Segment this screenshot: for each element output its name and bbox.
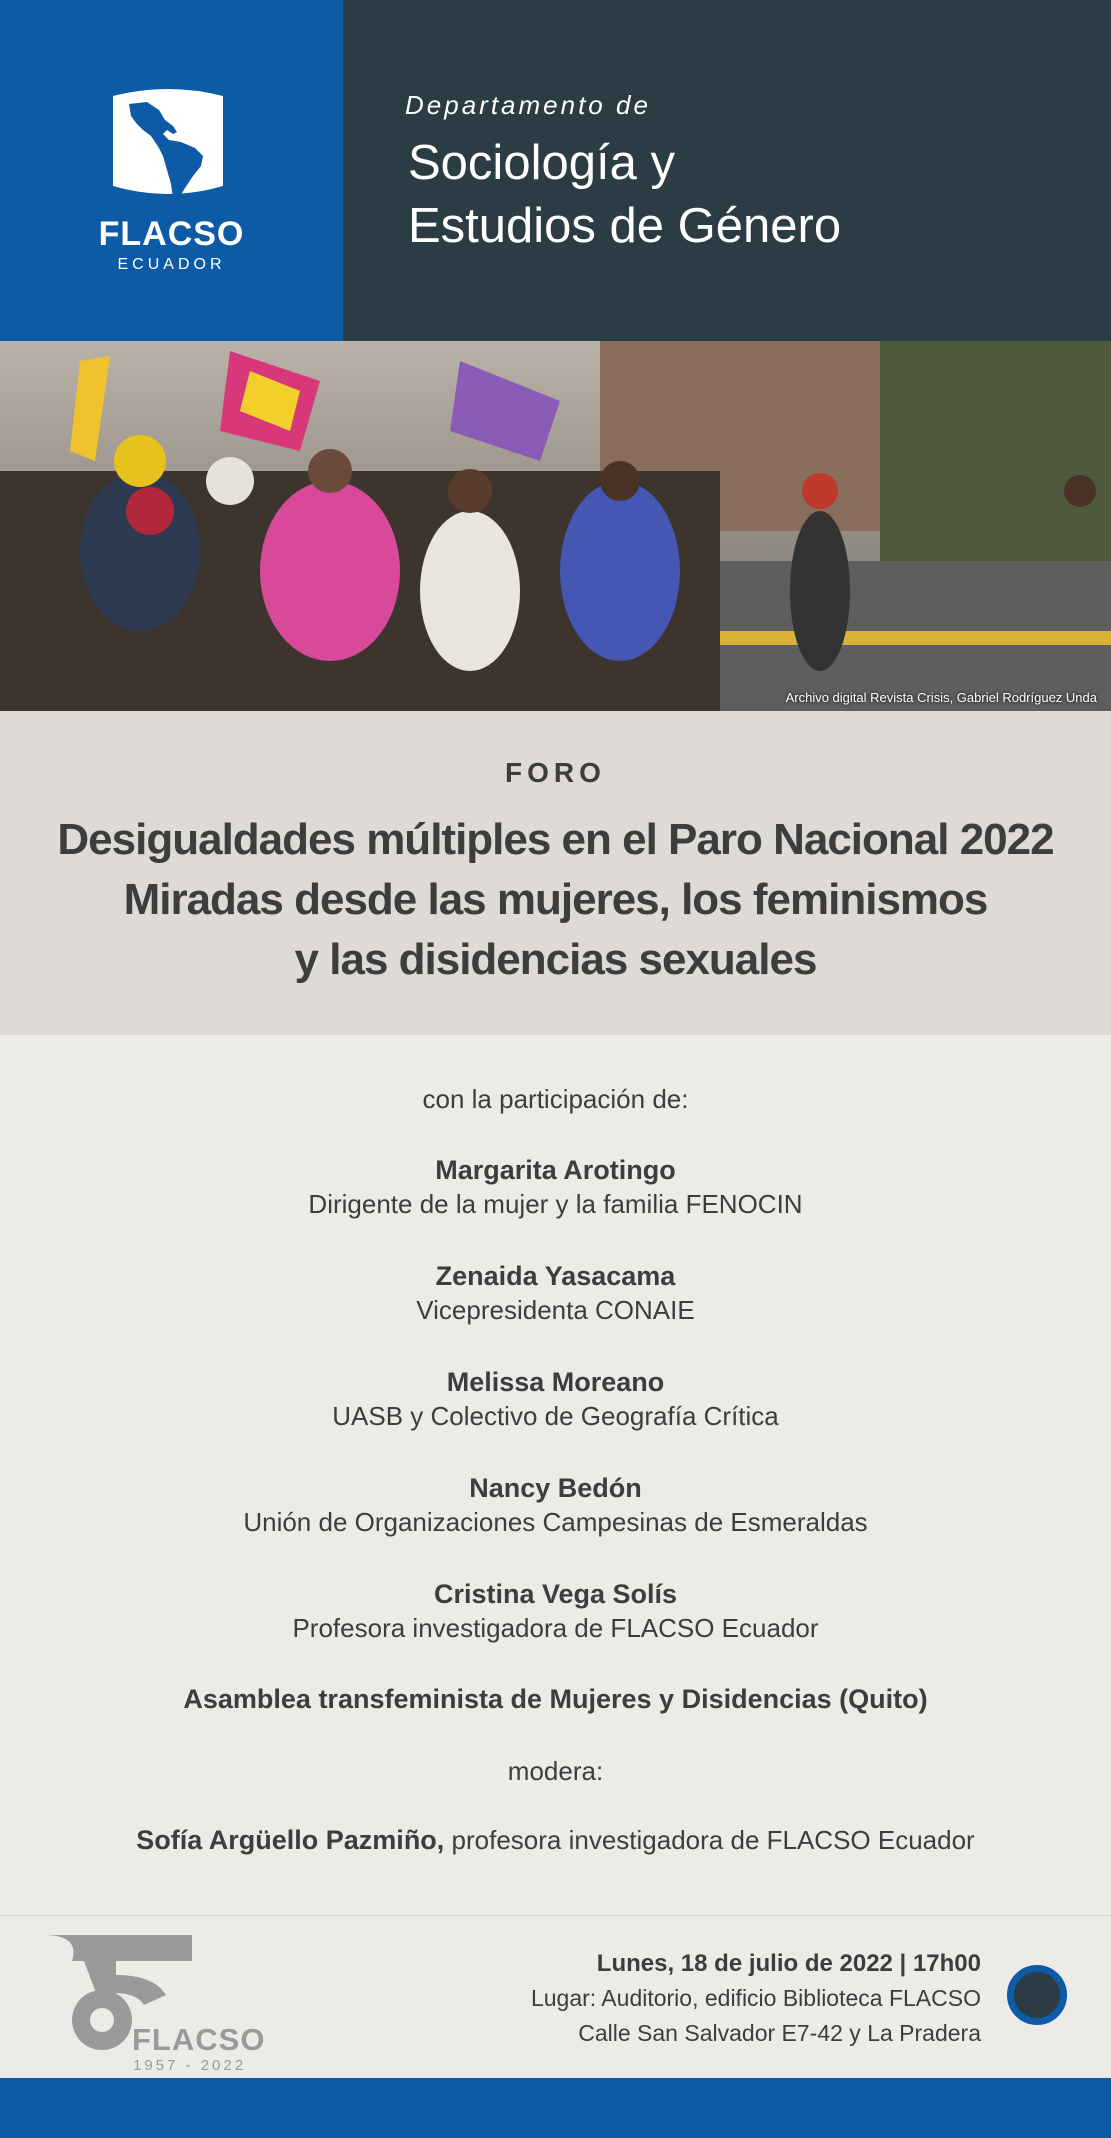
event-title: [0, 810, 1111, 990]
protest-photo-illustration: [0, 341, 1111, 711]
event-place: Lugar: Auditorio, edificio Biblioteca FLACSO: [530, 1985, 981, 2011]
anniversary-name: FLACSO: [132, 2022, 266, 2057]
speaker-item: [0, 1259, 1111, 1365]
logo-subtitle: ECUADOR: [117, 256, 226, 273]
event-address: Calle San Salvador E7-42 y La Pradera: [578, 2020, 981, 2046]
latin-america-map-icon: [107, 86, 229, 202]
department-line-2: Estudios de Género: [408, 199, 842, 253]
speaker-name: Melissa Moreano: [446, 1367, 665, 1397]
moderator-name: Sofía Argüello Pazmiño,: [136, 1825, 445, 1855]
department-line-1: Sociología y: [408, 136, 675, 190]
department-name: [408, 132, 841, 258]
event-date: Lunes, 18 de julio de 2022 | 17h00: [596, 1950, 981, 1977]
logo-name: FLACSO: [98, 215, 245, 253]
moderator-role: profesora investigadora de FLACSO Ecuador: [444, 1825, 975, 1855]
event-title-line-3: y las disidencias sexuales: [294, 935, 817, 984]
speaker-role: Dirigente de la mujer y la familia FENOCIN: [308, 1189, 803, 1219]
speaker-item: [0, 1153, 1111, 1259]
event-title-line-1: Desigualdades múltiples en el Paro Nacional 2022: [57, 815, 1054, 864]
event-info: [531, 1946, 981, 2051]
speaker-role: Vicepresidenta CONAIE: [416, 1295, 695, 1325]
speaker-name: Zenaida Yasacama: [435, 1261, 676, 1291]
department-prefix: Departamento de: [405, 90, 651, 120]
footer: [0, 1915, 1111, 2078]
speaker-role: Unión de Organizaciones Campesinas de Esmeraldas: [243, 1507, 868, 1537]
participants-section: [0, 1035, 1111, 1915]
speaker-role: UASB y Colectivo de Geografía Crítica: [332, 1401, 779, 1431]
bottom-bar: [0, 2078, 1111, 2138]
event-label: FORO: [505, 757, 606, 788]
speaker-list: [0, 1153, 1111, 1683]
protest-photo: [0, 341, 1111, 711]
moderator: [0, 1825, 1111, 1856]
decorative-dot-icon: [1007, 1965, 1067, 2025]
participant-group: Asamblea transfeminista de Mujeres y Disidencias (Quito): [183, 1684, 928, 1714]
moderator-label: modera:: [507, 1756, 604, 1786]
speaker-item: [0, 1471, 1111, 1577]
speaker-item: [0, 1365, 1111, 1471]
participants-intro: con la participación de:: [422, 1084, 689, 1114]
title-band: [0, 711, 1111, 1035]
speaker-name: Nancy Bedón: [469, 1473, 642, 1503]
event-title-line-2: Miradas desde las mujeres, los feminismos: [123, 875, 988, 924]
speaker-name: Margarita Arotingo: [435, 1155, 676, 1185]
speaker-name: Cristina Vega Solís: [433, 1579, 678, 1609]
flacso-logo: [0, 0, 343, 341]
speaker-role: Profesora investigadora de FLACSO Ecuador: [292, 1613, 819, 1643]
anniversary-years: 1957 - 2022: [133, 2057, 247, 2074]
header: [0, 0, 1111, 341]
speaker-item: [0, 1577, 1111, 1683]
photo-credit: Archivo digital Revista Crisis, Gabriel Rodríguez Unda: [785, 690, 1097, 705]
